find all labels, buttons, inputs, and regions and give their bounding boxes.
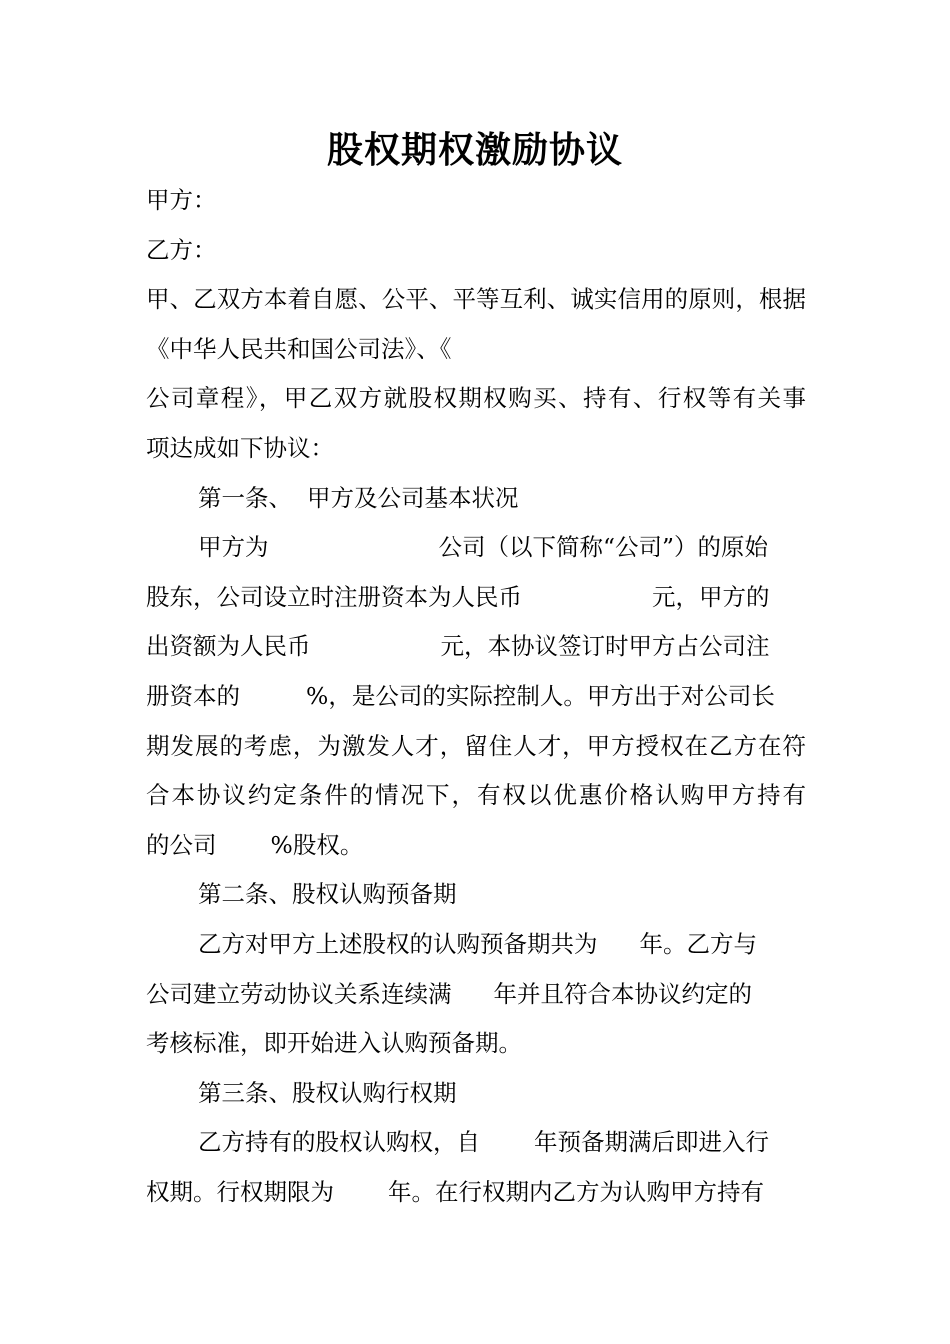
party-b-line: 乙方：: [146, 235, 217, 264]
document-title: 股权期权激励协议: [326, 129, 623, 171]
article-1-text: 甲方为: [198, 533, 269, 562]
article-1-text: %，是公司的实际控制人。甲方出于对公司长: [306, 681, 775, 710]
article-1-line: [146, 821, 806, 871]
article-3-text: 年预备期满后即进入行: [534, 1128, 769, 1157]
article-2-line: [146, 920, 806, 970]
article-1-text: 股东，公司设立时注册资本为人民币: [146, 582, 522, 611]
intro-line: 《中华人民共和国公司法》、《: [146, 334, 452, 363]
article-1-line: [146, 573, 806, 623]
article-1-heading: 第一条、 甲方及公司基本状况: [198, 483, 519, 512]
article-2-heading: 第二条、股权认购预备期: [198, 880, 457, 909]
article-1-text: 册资本的: [146, 681, 240, 710]
intro-line: 项达成如下协议：: [146, 433, 334, 462]
article-2-text: 公司建立劳动协议关系连续满: [146, 979, 452, 1008]
intro-line: 甲、乙双方本着自愿、公平、平等互利、诚实信用的原则，根据: [146, 285, 806, 314]
article-1-line: 合本协议约定条件的情况下，有权以优惠价格认购甲方持有: [146, 781, 806, 810]
article-1-line: [146, 523, 806, 573]
article-1-line: [146, 672, 806, 722]
article-1-text: 元，本协议签订时甲方占公司注: [440, 632, 770, 661]
article-1-line: [146, 622, 806, 672]
party-a-line: 甲方：: [146, 186, 217, 214]
article-3-text: 权期。行权期限为: [146, 1177, 334, 1206]
document-body: [146, 176, 806, 1217]
intro-line: 公司章程》，甲乙双方就股权期权购买、持有、行权等有关事: [146, 384, 806, 413]
article-1-text: 的公司: [146, 830, 217, 859]
article-2-line: 考核标准，即开始进入认购预备期。: [146, 1029, 522, 1058]
article-3-text: 乙方持有的股权认购权，自: [198, 1128, 480, 1157]
article-1-text: %股权。: [270, 830, 364, 859]
article-3-text: 年。在行权期内乙方为认购甲方持有: [388, 1177, 764, 1206]
article-1-text: 出资额为人民币: [146, 632, 311, 661]
article-1-line: 期发展的考虑，为激发人才，留住人才，甲方授权在乙方在符: [146, 731, 806, 760]
article-1-text: 元，甲方的: [652, 582, 770, 611]
article-3-line: [146, 1168, 806, 1218]
article-2-line: [146, 970, 806, 1020]
article-3-line: [146, 1118, 806, 1168]
article-2-text: 乙方对甲方上述股权的认购预备期共为: [198, 929, 598, 958]
article-2-text: 年并且符合本协议约定的: [493, 979, 752, 1008]
article-2-text: 年。乙方与: [639, 929, 757, 958]
article-3-heading: 第三条、股权认购行权期: [198, 1078, 457, 1107]
article-1-text: 公司（以下简称“公司”）的原始: [438, 533, 769, 562]
